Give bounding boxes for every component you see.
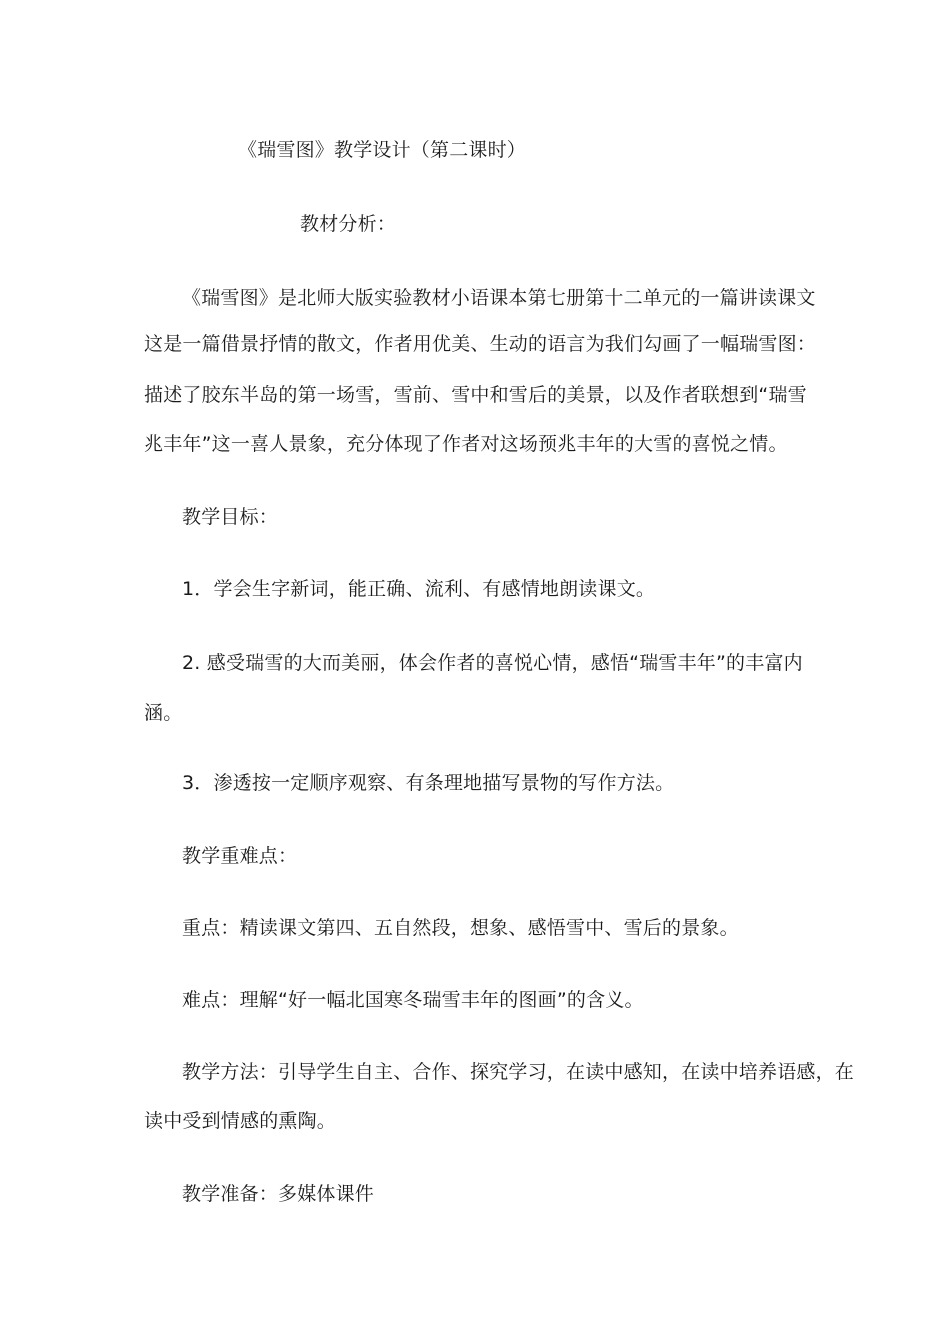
section-heading-analysis: 教材分析：: [300, 213, 397, 235]
method-line-1: 教学方法：引导学生自主、合作、探究学习，在读中感知，在读中培养语感，在: [182, 1061, 855, 1083]
preparation: 教学准备：多媒体课件: [182, 1183, 375, 1205]
difficult-point: 难点：理解“好一幅北国寒冬瑞雪丰年的图画”的含义。: [182, 989, 644, 1011]
section-heading-goals: 教学目标：: [182, 506, 279, 528]
method-line-2: 读中受到情感的熏陶。: [144, 1110, 337, 1132]
goal-item-2-line-1: 2. 感受瑞雪的大而美丽，体会作者的喜悦心情，感悟“瑞雪丰年”的丰富内: [182, 652, 803, 674]
key-point: 重点：精读课文第四、五自然段，想象、感悟雪中、雪后的景象。: [182, 917, 739, 939]
analysis-line-1: 《瑞雪图》是北师大版实验教材小语课本第七册第十二单元的一篇讲读课文: [182, 287, 816, 309]
analysis-line-4: 兆丰年”这一喜人景象，充分体现了作者对这场预兆丰年的大雪的喜悦之情。: [144, 433, 788, 455]
document-title: 《瑞雪图》教学设计（第二课时）: [238, 139, 527, 161]
section-heading-key-points: 教学重难点：: [182, 845, 298, 867]
analysis-line-2: 这是一篇借景抒情的散文，作者用优美、生动的语言为我们勾画了一幅瑞雪图：: [144, 333, 817, 355]
goal-item-3: 3．渗透按一定顺序观察、有条理地描写景物的写作方法。: [182, 772, 675, 794]
goal-item-1: 1．学会生字新词，能正确、流利、有感情地朗读课文。: [182, 578, 656, 600]
goal-item-2-line-2: 涵。: [144, 702, 183, 724]
analysis-line-3: 描述了胶东半岛的第一场雪，雪前、雪中和雪后的美景，以及作者联想到“瑞雪: [144, 384, 807, 406]
